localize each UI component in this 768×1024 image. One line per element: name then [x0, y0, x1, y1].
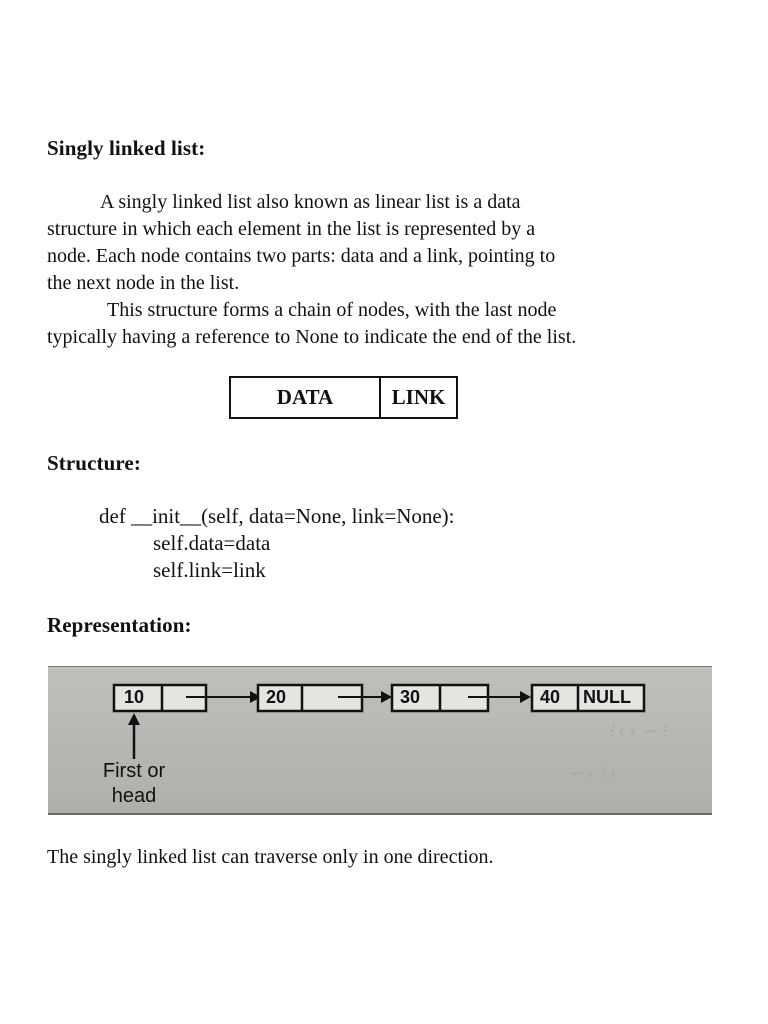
head-pointer-arrow	[128, 713, 140, 725]
intro-paragraph-2	[47, 297, 727, 351]
code-line-link: self.link=link	[153, 558, 266, 582]
node-value: 40	[540, 687, 561, 707]
head-label-line: head	[111, 785, 157, 807]
arrow-head	[520, 691, 531, 703]
head-label-line: First or	[102, 760, 166, 782]
ghost-text-decoration: ∽ ‹ ⁝ ›	[568, 763, 616, 783]
null-label: NULL	[583, 687, 631, 707]
arrow-head	[381, 691, 392, 703]
node-structure-diagram	[229, 376, 458, 419]
intro-line: This structure forms a chain of nodes, with the last node	[107, 299, 557, 321]
code-line-def: def __init__(self, data=None, link=None):	[99, 504, 455, 528]
linked-list-representation-image	[48, 666, 712, 815]
node-data-cell: DATA	[231, 378, 381, 417]
closing-sentence: The singly linked list can traverse only in one direction.	[47, 846, 494, 868]
node-value: 10	[124, 687, 145, 707]
code-block	[99, 503, 455, 584]
node-link-cell: LINK	[391, 385, 446, 409]
node-value: 30	[400, 687, 421, 707]
node-value: 20	[266, 687, 287, 707]
heading-structure: Structure:	[47, 451, 141, 475]
heading-singly-linked-list: Singly linked list:	[47, 136, 206, 160]
intro-line: the next node in the list.	[47, 272, 240, 294]
ghost-text-decoration: ⁝ ‹ › ∽ ⁝	[608, 721, 667, 741]
intro-line: A singly linked list also known as linear list is a data	[100, 191, 521, 213]
heading-representation: Representation:	[47, 613, 192, 637]
head-label	[94, 759, 174, 809]
intro-line: node. Each node contains two parts: data and a link, pointing to	[47, 245, 556, 267]
intro-paragraph-1	[47, 189, 727, 297]
intro-line: structure in which each element in the list is represented by a	[47, 218, 536, 240]
code-line-data: self.data=data	[153, 531, 271, 555]
intro-line: typically having a reference to None to indicate the end of the list.	[47, 326, 577, 348]
